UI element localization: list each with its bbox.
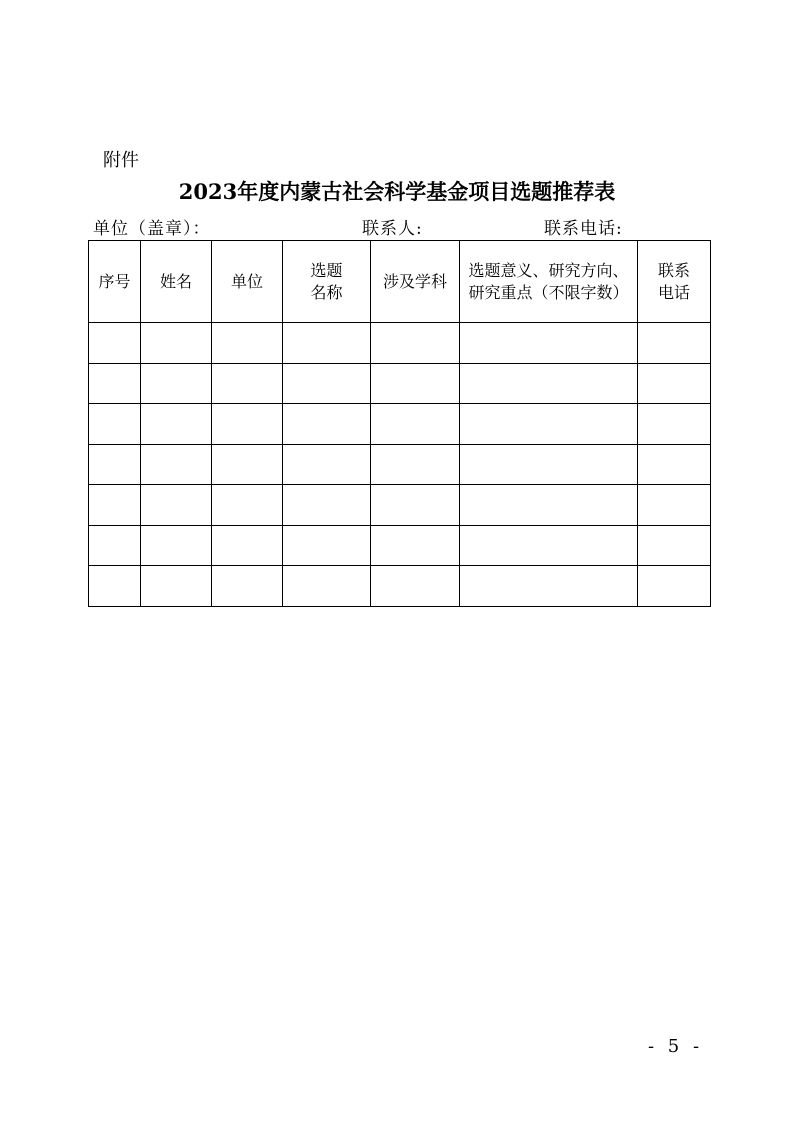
table-cell[interactable] <box>212 525 283 566</box>
column-header-significance-text: 选题意义、研究方向、研究重点（不限字数） <box>468 260 629 302</box>
attachment-label: 附件 <box>103 150 139 171</box>
table-cell[interactable] <box>638 363 711 404</box>
table-cell[interactable] <box>212 404 283 445</box>
page-number: - 5 - <box>648 1036 704 1057</box>
table-cell[interactable] <box>141 444 212 485</box>
table-cell[interactable] <box>283 525 371 566</box>
table-cell[interactable] <box>460 525 638 566</box>
table-row <box>89 525 711 566</box>
table-row <box>89 444 711 485</box>
column-header-seq: 序号 <box>89 241 141 323</box>
table-cell[interactable] <box>141 566 212 607</box>
table-cell[interactable] <box>141 323 212 364</box>
table-cell[interactable] <box>371 363 460 404</box>
table-cell[interactable] <box>638 566 711 607</box>
table-row <box>89 566 711 607</box>
table-cell[interactable] <box>141 525 212 566</box>
table-cell[interactable] <box>283 363 371 404</box>
column-header-name: 姓名 <box>141 241 212 323</box>
table-cell[interactable] <box>460 323 638 364</box>
table-cell[interactable] <box>371 404 460 445</box>
table-cell[interactable] <box>141 363 212 404</box>
table-cell[interactable] <box>371 566 460 607</box>
table-cell[interactable] <box>283 444 371 485</box>
table-cell[interactable] <box>212 323 283 364</box>
table-cell[interactable] <box>212 444 283 485</box>
table-row <box>89 323 711 364</box>
table-cell[interactable] <box>638 444 711 485</box>
table-cell[interactable] <box>460 566 638 607</box>
table-cell[interactable] <box>141 404 212 445</box>
table-cell[interactable] <box>89 323 141 364</box>
column-header-phone <box>638 241 711 323</box>
unit-seal-field: 单位（盖章）： <box>93 219 211 239</box>
contact-phone-field: 联系电话: <box>544 219 623 239</box>
table-cell[interactable] <box>371 323 460 364</box>
table-row <box>89 363 711 404</box>
table-cell[interactable] <box>371 525 460 566</box>
contact-person-field: 联系人: <box>362 219 423 239</box>
column-header-topic <box>283 241 371 323</box>
table-cell[interactable] <box>638 485 711 526</box>
column-header-discipline: 涉及学科 <box>371 241 460 323</box>
table-cell[interactable] <box>638 323 711 364</box>
table-cell[interactable] <box>283 404 371 445</box>
table-cell[interactable] <box>460 404 638 445</box>
table-cell[interactable] <box>89 485 141 526</box>
table-cell[interactable] <box>283 566 371 607</box>
table-cell[interactable] <box>212 363 283 404</box>
table-cell[interactable] <box>638 404 711 445</box>
document-title: 2023年度内蒙古社会科学基金项目选题推荐表 <box>178 179 616 204</box>
table-cell[interactable] <box>141 485 212 526</box>
column-header-significance <box>460 241 638 323</box>
table-cell[interactable] <box>89 444 141 485</box>
table-cell[interactable] <box>371 485 460 526</box>
table-cell[interactable] <box>638 525 711 566</box>
column-header-phone-text: 联系电话 <box>657 260 690 302</box>
table-cell[interactable] <box>89 363 141 404</box>
table-cell[interactable] <box>460 485 638 526</box>
table-cell[interactable] <box>89 566 141 607</box>
recommendation-table <box>88 240 711 607</box>
table-cell[interactable] <box>283 485 371 526</box>
table-cell[interactable] <box>283 323 371 364</box>
table-row <box>89 485 711 526</box>
table-cell[interactable] <box>460 363 638 404</box>
column-header-topic-text: 选题名称 <box>310 260 343 302</box>
table-cell[interactable] <box>89 525 141 566</box>
table-cell[interactable] <box>460 444 638 485</box>
table-cell[interactable] <box>212 485 283 526</box>
table-row <box>89 404 711 445</box>
table-cell[interactable] <box>89 404 141 445</box>
table-cell[interactable] <box>371 444 460 485</box>
column-header-unit: 单位 <box>212 241 283 323</box>
table-cell[interactable] <box>212 566 283 607</box>
table-header-row <box>89 241 711 323</box>
